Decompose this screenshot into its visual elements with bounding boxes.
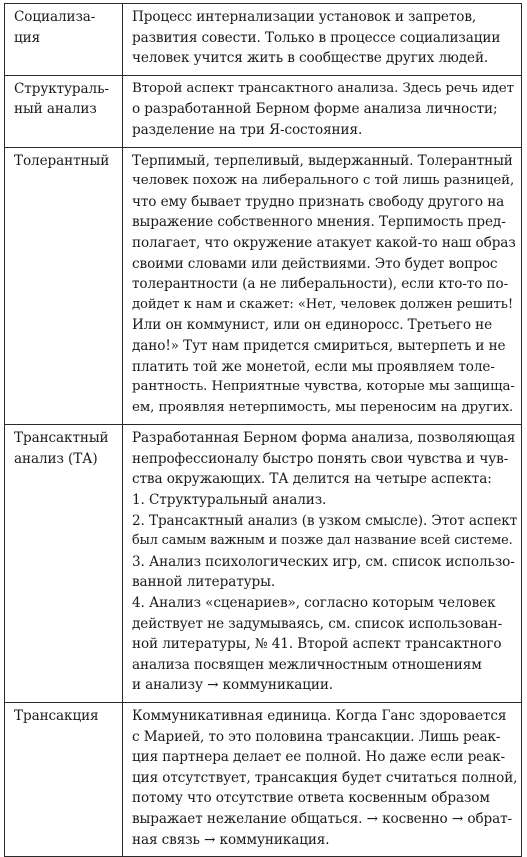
term-line: ный анализ	[14, 101, 97, 118]
glossary-row-transaction	[5, 703, 522, 857]
term-line: анализ (ТА)	[14, 450, 98, 467]
glossary-row-tolerant	[5, 147, 522, 425]
definition-line: ной литературы, № 41. Второй аспект трансактного	[132, 636, 502, 653]
definition-line: разделение на три Я-состояния.	[132, 121, 363, 138]
definition-line: человек учится жить в сообществе других людей.	[132, 50, 489, 67]
definition-line: дойдет к нам и скажет: «Нет, человек должен решить!	[132, 296, 514, 312]
definition-cell	[123, 425, 522, 703]
definition-line: действует не задумываясь, см. список использован-	[132, 615, 503, 632]
term-cell	[5, 4, 123, 76]
definition-line: ванной литературы.	[132, 574, 276, 591]
definition-line: человек похож на либерального с той лишь разницей,	[132, 173, 515, 189]
term-line: Трансакция	[14, 708, 99, 724]
definition-line: Или он коммунист, или он единоросс. Третьего не	[132, 317, 493, 334]
definition-line: ция отсутствует, трансакция будет считаться полной,	[132, 769, 518, 786]
definition-line: своими словами или действиями. Это будет вопрос	[132, 255, 498, 272]
definition-line: рантность. Неприятные чувства, которые мы защища-	[132, 379, 515, 395]
definition-line: 1. Структуральный анализ.	[132, 492, 327, 509]
term-cell	[5, 703, 123, 857]
definition-line: выражает нежелание общаться. → косвенно → обрат-	[132, 810, 513, 827]
definition-line: 3. Анализ психологических игр, см. список использо-	[132, 553, 515, 570]
definition-line: и анализу → коммуникации.	[132, 677, 334, 694]
term-cell	[5, 75, 123, 147]
term-line: Структураль-	[14, 80, 109, 97]
definition-line: 4. Анализ «сценариев», согласно которым человек	[132, 595, 496, 612]
definition-cell	[123, 4, 522, 76]
definition-line: ства окружающих. ТА делится на четыре аспекта:	[132, 471, 492, 488]
definition-line: развития совести. Только в процессе социализации	[132, 29, 501, 46]
definition-line: ция партнера делает ее полной. Но даже если реак-	[132, 749, 506, 766]
glossary-row-structural-analysis	[5, 75, 522, 147]
term-cell	[5, 425, 123, 703]
glossary-table	[4, 3, 522, 857]
definition-cell	[123, 75, 522, 147]
definition-cell	[123, 147, 522, 425]
definition-line: выражение собственного мнения. Терпимость пред-	[132, 214, 506, 231]
term-cell	[5, 147, 123, 425]
glossary-row-socialization	[5, 4, 522, 76]
definition-line: ем, проявляя нетерпимость, мы переносим на других.	[132, 399, 514, 415]
term-line: ция	[14, 29, 41, 46]
definition-line: толерантности (а не либеральности), если кто-то по-	[132, 276, 509, 293]
term-line: Социализа-	[14, 9, 96, 25]
definition-line: Процесс интернализации установок и запретов,	[132, 9, 477, 25]
glossary-row-transactional-analysis	[5, 425, 522, 703]
definition-line: полагает, что окружение атакует какой-то наш образ	[132, 234, 516, 251]
definition-line: анализа посвящен межличностным отношениям	[132, 656, 482, 673]
term-line: Трансактный	[14, 430, 109, 447]
definition-line: потому что отсутствие ответа косвенным образом	[132, 790, 490, 807]
definition-line: что ему бывает трудно признать свободу другого на	[132, 193, 505, 210]
definition-line: дано!» Тут нам придется смириться, вытерпеть и не	[132, 337, 506, 354]
definition-line: о разработанной Берном форме анализа личности;	[132, 101, 498, 118]
definition-line: непрофессионалу быстро понять свои чувства и чув-	[132, 450, 509, 467]
term-line: Толерантный	[14, 152, 110, 169]
definition-line: Разработанная Берном форма анализа, позволяющая	[132, 430, 516, 447]
definition-line: платить той же монетой, если мы проявляем толе-	[132, 358, 495, 375]
definition-line: Коммуникативная единица. Когда Ганс здоровается	[132, 708, 507, 724]
definition-cell	[123, 703, 522, 857]
definition-line: 2. Трансактный анализ (в узком смысле). Этот аспект	[132, 512, 518, 529]
definition-line: Терпимый, терпеливый, выдержанный. Толерантный	[132, 152, 513, 169]
definition-line: Второй аспект трансактного анализа. Здесь речь идет	[132, 80, 514, 96]
definition-line: с Марией, то это половина трансакции. Лишь реак-	[132, 728, 501, 745]
definition-line: был самым важным и позже дал название всей системе.	[132, 533, 513, 549]
definition-line: ная связь → коммуникация.	[132, 831, 330, 848]
